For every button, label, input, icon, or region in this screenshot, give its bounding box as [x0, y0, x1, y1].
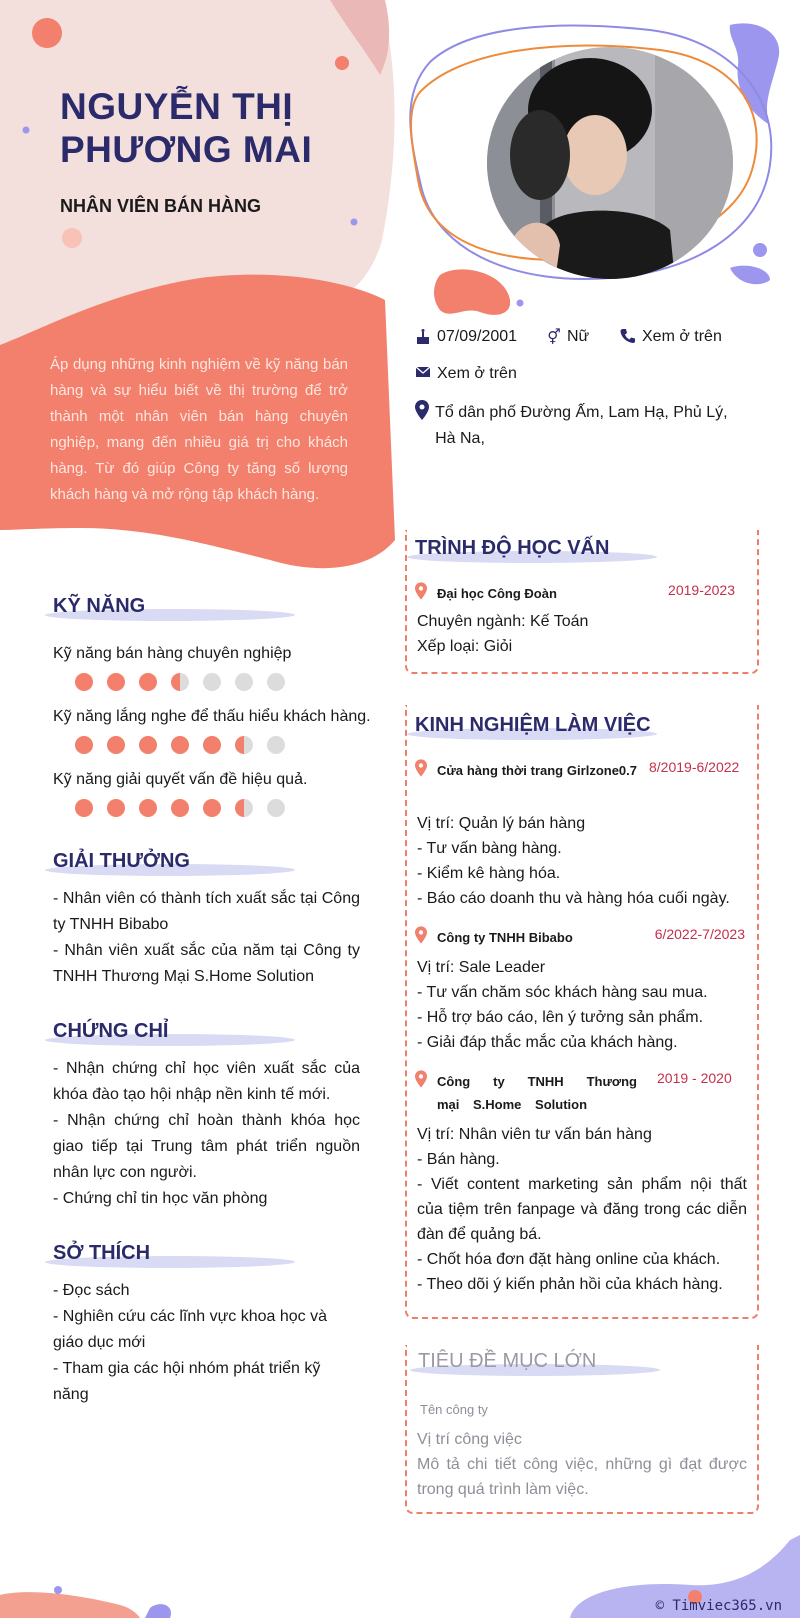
job-company: Cửa hàng thời trang Girlzone0.7	[437, 763, 637, 778]
experience-heading: KINH NGHIỆM LÀM VIỆC	[415, 714, 651, 737]
email-value: Xem ở trên	[437, 365, 517, 382]
rating-dot	[267, 736, 285, 754]
job-details	[417, 955, 747, 1055]
award-item: - Nhân viên xuất sắc của năm tại Công ty TNHH Thương Mại S.Home Solution	[53, 942, 360, 985]
hobbies-list	[53, 1278, 360, 1408]
contact-birthday	[415, 328, 517, 346]
rating-dot	[171, 736, 189, 754]
certificate-item: - Nhận chứng chỉ hoàn thành khóa học giao tiếp tại Trung tâm phát triển nguồn nhân lực con người.	[53, 1112, 360, 1181]
rating-dot	[203, 799, 221, 817]
career-objective: Áp dụng những kinh nghiệm về kỹ năng bán hàng và sự hiểu biết về thị trường để trở thành một nhân viên bán hàng chuyên nghiệp, mang đến nhiều giá trị cho khách hàng. Từ đó giúp Công ty tăng số lượng khách hàng và mở rộng tập khách hàng.	[50, 356, 348, 503]
job-details	[417, 1122, 747, 1297]
skill-label: Kỹ năng giải quyết vấn đề hiệu quả.	[53, 771, 308, 788]
contact-gender	[545, 328, 589, 346]
education-grade: Xếp loại: Giỏi	[417, 638, 513, 655]
envelope-icon	[415, 365, 433, 379]
rating-dot	[203, 673, 221, 691]
location-pin-icon	[415, 1070, 433, 1116]
placeholder-position: Vị trí công việc	[417, 1431, 522, 1448]
phone-value: Xem ở trên	[642, 328, 722, 345]
location-pin-icon	[415, 759, 433, 782]
phone-icon	[620, 328, 638, 344]
name-line-2: PHƯƠNG MAI	[60, 129, 313, 170]
rating-dot	[267, 799, 285, 817]
skill-label: Kỹ năng bán hàng chuyên nghiệp	[53, 645, 292, 662]
job-entry-header	[415, 926, 745, 949]
job-line: Vị trí: Sale Leader	[417, 959, 546, 976]
profile-photo	[485, 45, 735, 281]
rating-dot	[139, 673, 157, 691]
certificates-list	[53, 1056, 360, 1212]
address-value: Tổ dân phố Đường Ấm, Lam Hạ, Phủ Lý, Hà Na,	[435, 404, 728, 447]
job-line: - Bán hàng.	[417, 1151, 500, 1168]
hobby-item: - Đọc sách	[53, 1282, 130, 1299]
education-heading: TRÌNH ĐỘ HỌC VẤN	[415, 537, 609, 560]
job-line: Vị trí: Nhân viên tư vấn bán hàng	[417, 1126, 652, 1143]
contact-address	[415, 400, 745, 452]
job-entry-header	[415, 759, 745, 782]
awards-list	[53, 886, 360, 990]
rating-dot	[75, 736, 93, 754]
job-line: - Tư vấn chăm sóc khách hàng sau mua.	[417, 984, 708, 1001]
job-details	[417, 811, 747, 911]
contact-email	[415, 365, 517, 383]
rating-dot	[171, 673, 189, 691]
rating-dot	[139, 736, 157, 754]
location-pin-icon	[415, 926, 433, 949]
rating-dot	[75, 673, 93, 691]
job-title: NHÂN VIÊN BÁN HÀNG	[60, 196, 262, 216]
location-pin-icon	[415, 400, 431, 420]
rating-dot	[171, 799, 189, 817]
award-item: - Nhân viên có thành tích xuất sắc tại Công ty TNHH Bibabo	[53, 890, 360, 933]
job-date: 8/2019-6/2022	[649, 759, 740, 775]
rating-dot	[107, 673, 125, 691]
rating-dot	[235, 799, 253, 817]
school-name: Đại học Công Đoàn	[437, 586, 557, 601]
job-line: - Kiểm kê hàng hóa.	[417, 865, 561, 882]
awards-heading: GIẢI THƯỞNG	[53, 850, 190, 873]
contact-phone	[620, 328, 722, 346]
job-company: Công ty TNHH Bibabo	[437, 930, 573, 945]
job-company: Công ty TNHH Thương mại S.Home Solution	[437, 1074, 637, 1112]
placeholder-heading: TIÊU ĐỀ MỤC LỚN	[418, 1350, 596, 1373]
hobbies-heading: SỞ THÍCH	[53, 1242, 150, 1265]
placeholder-description: Mô tả chi tiết công việc, những gì đạt được trong quá trình làm việc.	[417, 1456, 747, 1498]
birthday-cake-icon	[415, 328, 433, 345]
job-date: 6/2022-7/2023	[654, 926, 745, 942]
job-line: - Báo cáo doanh thu và hàng hóa cuối ngày.	[417, 890, 730, 907]
rating-dot	[107, 799, 125, 817]
candidate-name	[60, 85, 312, 171]
hobby-item: - Tham gia các hội nhóm phát triển kỹ năng	[53, 1360, 321, 1403]
job-date: 2019 - 2020	[657, 1070, 732, 1086]
rating-dot	[267, 673, 285, 691]
education-major: Chuyên ngành: Kế Toán	[417, 613, 589, 630]
gender-icon: ⚥	[547, 329, 561, 346]
rating-dot	[203, 736, 221, 754]
certificates-heading: CHỨNG CHỈ	[53, 1020, 168, 1043]
birthday-value: 07/09/2001	[437, 328, 518, 345]
education-date: 2019-2023	[668, 582, 735, 598]
education-details	[417, 609, 742, 659]
rating-dot	[235, 736, 253, 754]
skill-rating	[75, 799, 285, 817]
job-line: - Chốt hóa đơn đặt hàng online của khách.	[417, 1251, 721, 1268]
skill-rating	[75, 673, 285, 691]
certificate-item: - Nhận chứng chỉ học viên xuất sắc của khóa đào tạo hội nhập nền kinh tế mới.	[53, 1060, 360, 1103]
certificate-item: - Chứng chỉ tin học văn phòng	[53, 1190, 268, 1207]
rating-dot	[139, 799, 157, 817]
job-line: - Hỗ trợ báo cáo, lên ý tưởng sản phẩm.	[417, 1009, 704, 1026]
job-entry-header	[415, 1070, 745, 1116]
placeholder-company: Tên công ty	[420, 1402, 488, 1417]
placeholder-details	[417, 1427, 747, 1502]
job-line: - Viết content marketing sản phẩm nội thất của tiệm trên fanpage và đăng trong các diễn đàn để quảng bá.	[417, 1176, 747, 1243]
footer-copyright: © Timviec365.vn	[655, 1598, 782, 1614]
name-line-1: NGUYỄN THỊ	[60, 86, 294, 127]
skill-label: Kỹ năng lắng nghe để thấu hiểu khách hàng.	[53, 708, 371, 725]
rating-dot	[75, 799, 93, 817]
education-entry-header	[415, 582, 735, 605]
rating-dot	[107, 736, 125, 754]
job-line: - Giải đáp thắc mắc của khách hàng.	[417, 1034, 678, 1051]
job-line: Vị trí: Quản lý bán hàng	[417, 815, 586, 832]
hobby-item: - Nghiên cứu các lĩnh vực khoa học và giáo dục mới	[53, 1308, 327, 1351]
job-line: - Tư vấn bàng hàng.	[417, 840, 562, 857]
skills-heading: KỸ NĂNG	[53, 595, 145, 618]
job-line: - Theo dõi ý kiến phản hồi của khách hàng.	[417, 1276, 723, 1293]
rating-dot	[235, 673, 253, 691]
skill-rating	[75, 736, 285, 754]
location-pin-icon	[415, 582, 433, 605]
gender-value: Nữ	[567, 328, 590, 345]
